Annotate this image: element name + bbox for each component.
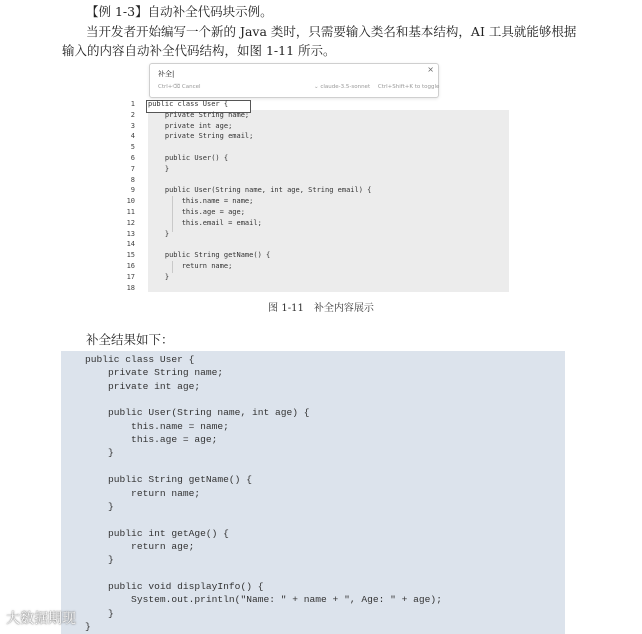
editor-line-number: 13 [126, 229, 135, 238]
completion-popup [149, 63, 439, 98]
watermark-logo: 大数据期现 [6, 611, 76, 627]
code-line: return name; [85, 487, 201, 499]
code-editor [118, 98, 509, 292]
intro-line-1: 当开发者开始编写一个新的 Java 类时，只需要输入类名和基本结构，AI 工具就能够根据 [86, 24, 577, 39]
editor-code-line: } [148, 229, 170, 238]
editor-line-number: 14 [126, 240, 135, 249]
editor-code-line: } [148, 164, 170, 173]
code-line: public User(String name, int age) { [85, 407, 310, 419]
code-line: public void displayInfo() { [85, 580, 264, 592]
editor-line-number: 1 [130, 100, 135, 108]
editor-line-number: 8 [130, 175, 135, 184]
editor-code-line: public User() { [148, 154, 229, 162]
editor-line-number: 9 [130, 186, 135, 195]
editor-line-number: 15 [126, 251, 135, 260]
close-icon[interactable]: × [427, 65, 434, 74]
result-code-block [61, 351, 565, 634]
model-selector[interactable]: ⌄ claude-3.5-sonnet [314, 84, 371, 90]
result-label: 补全结果如下： [86, 332, 174, 347]
code-line: private int age; [85, 380, 201, 392]
editor-line-number: 10 [126, 197, 135, 206]
editor-line-number: 4 [130, 132, 135, 141]
editor-line-number: 6 [130, 154, 135, 162]
editor-code-line: private int age; [148, 121, 233, 130]
code-line: return age; [85, 540, 195, 552]
code-line: } [85, 621, 91, 632]
editor-code-line: } [148, 272, 170, 281]
editor-code-line: this.age = age; [148, 208, 245, 216]
editor-code-line: this.name = name; [148, 197, 254, 206]
editor-line-number: 3 [130, 121, 135, 130]
figure-caption: 图 1-11 补全内容展示 [268, 303, 374, 314]
editor-line-number: 12 [126, 218, 135, 227]
editor-code-line: return name; [148, 262, 233, 270]
editor-line-number: 5 [130, 143, 135, 152]
code-line: } [85, 447, 114, 459]
code-line: } [85, 554, 114, 566]
code-line: } [85, 607, 114, 619]
code-line: public int getAge() { [85, 527, 229, 539]
code-line: public String getName() { [85, 474, 252, 486]
cancel-hint[interactable]: Ctrl+⌫ Cancel [158, 84, 201, 90]
code-line: System.out.println("Name: " + name + ", Age: " + age); [85, 594, 442, 606]
editor-line-number: 17 [126, 272, 135, 281]
editor-code-line: this.email = email; [148, 218, 262, 227]
prompt-input[interactable]: 补全| [158, 70, 175, 78]
editor-line-number: 16 [126, 262, 135, 270]
intro-line-2: 输入的内容自动补全代码结构，如图 1-11 所示。 [62, 43, 336, 58]
editor-line-number: 2 [130, 110, 135, 119]
editor-code-line: private String name; [148, 110, 250, 119]
code-line: this.name = name; [85, 420, 229, 432]
editor-code-line: private String email; [148, 132, 254, 141]
example-title: 【例 1-3】自动补全代码块示例。 [86, 4, 273, 19]
popup-footer [314, 84, 445, 90]
toggle-hint: Ctrl+Shift+K to toggle [377, 84, 440, 90]
code-line: public class User { [85, 354, 195, 365]
editor-line-number: 11 [126, 208, 135, 216]
code-line: this.age = age; [85, 434, 218, 446]
editor-code-line: public User(String name, int age, String email) { [148, 186, 372, 195]
editor-code-line: public String getName() { [148, 251, 271, 260]
editor-line-number: 18 [126, 283, 135, 292]
editor-code-line: public class User { [148, 100, 229, 108]
editor-line-number: 7 [130, 164, 135, 173]
code-line: } [85, 500, 114, 512]
code-line: private String name; [85, 367, 224, 379]
